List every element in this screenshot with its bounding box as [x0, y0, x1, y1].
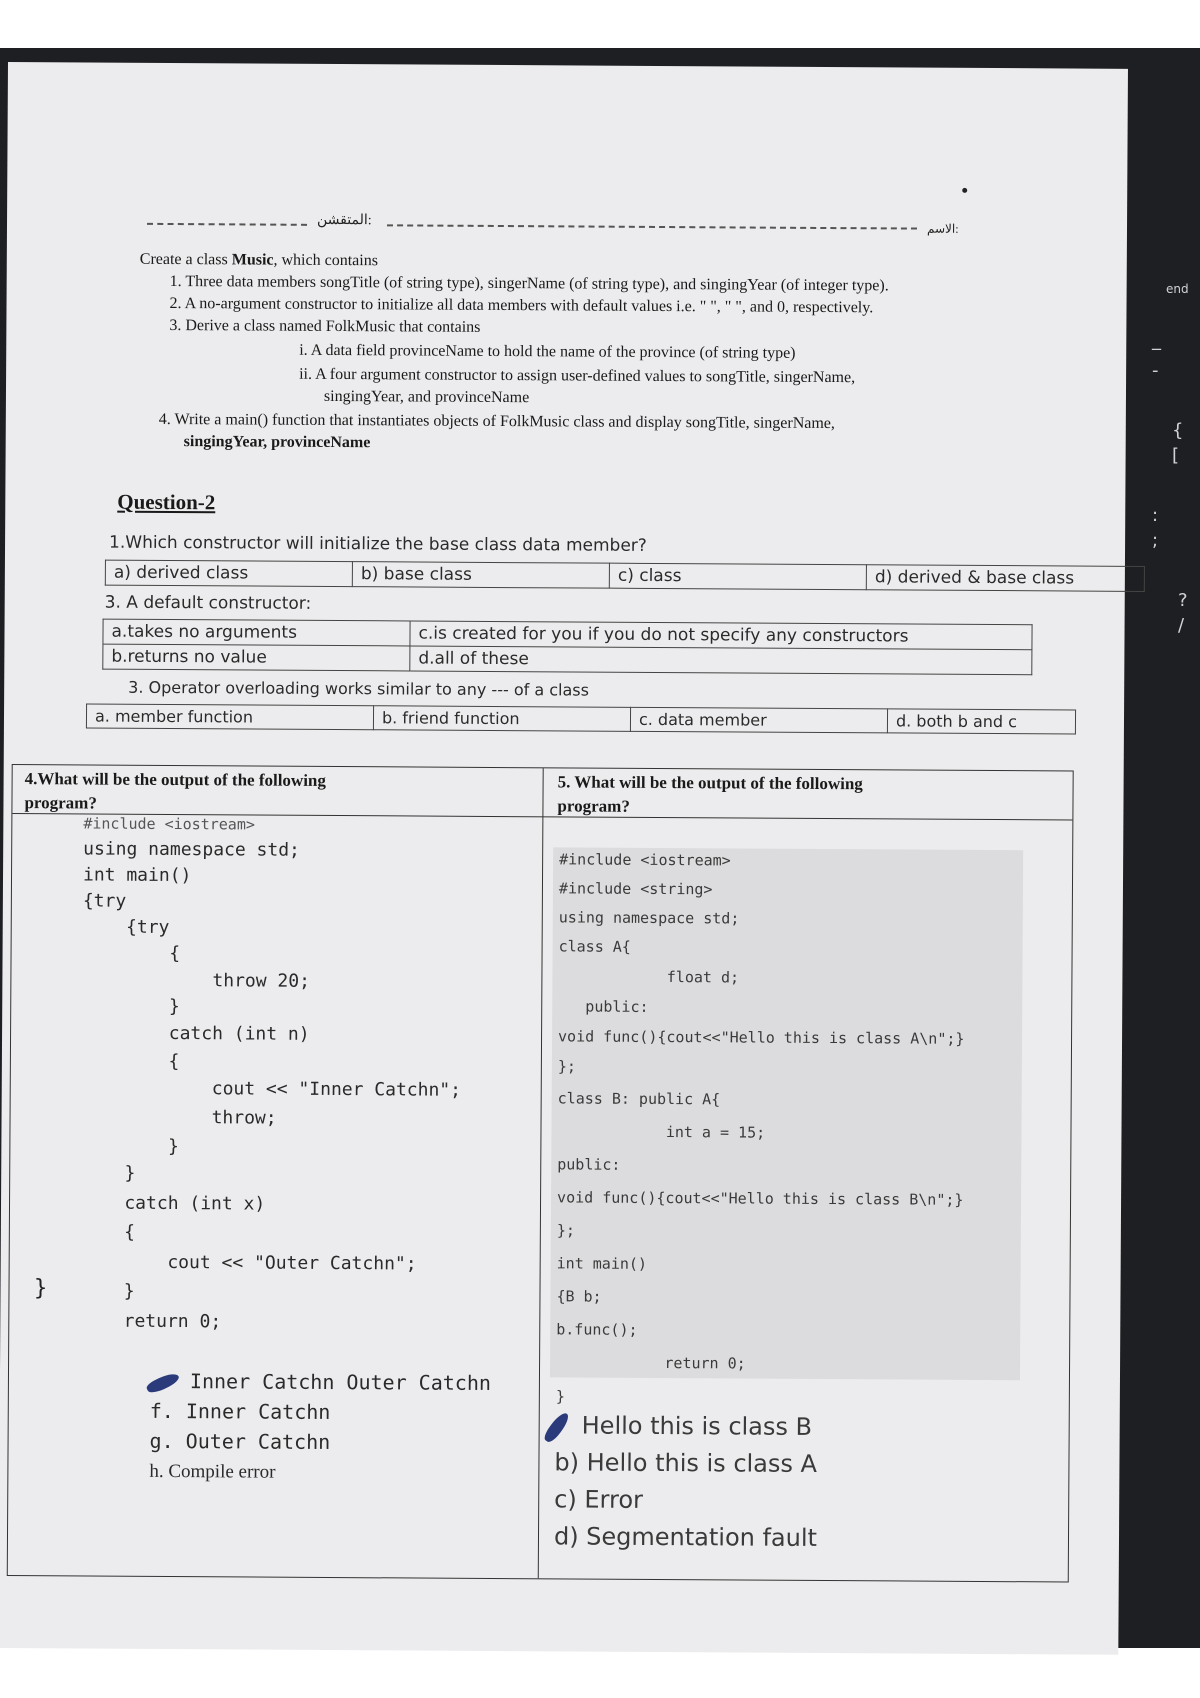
q1-item-1: 1. Three data members songTitle (of string type), singerName (of string type), and singingYear (of integer type). — [169, 272, 889, 295]
q1-item-4: 4. Write a main() function that instantiates objects of FolkMusic class and display songTitle, singerName, — [158, 410, 835, 433]
q4-title-line2: program? — [24, 793, 97, 813]
mcq-1-text: 1.Which constructor will initialize the base class data member? — [109, 532, 647, 556]
code-line: {try — [82, 916, 170, 939]
code-line: int main() — [556, 1254, 648, 1273]
key-semicolon: ; — [1152, 530, 1159, 551]
code-line: } — [80, 1280, 135, 1302]
code-line: } — [81, 1162, 136, 1184]
code-line: cout << "Outer Catchn"; — [80, 1251, 417, 1275]
dashed-line — [387, 224, 917, 229]
q5-title-line2: program? — [557, 796, 630, 816]
key-minus: - — [1152, 360, 1159, 381]
field-label-a: المتقشن: — [316, 212, 372, 229]
mcq-2-text: 3. A default constructor: — [104, 592, 312, 614]
code-line: #include <iostream> — [83, 814, 255, 834]
mcq-3-text: 3. Operator overloading works similar to any --- of a class — [128, 677, 590, 700]
q4-title — [24, 767, 326, 817]
code-line: void func(){cout<<"Hello this is class A\n";} — [558, 1027, 965, 1048]
code-line: } — [81, 1135, 179, 1158]
code-line: cout << "Inner Catchn"; — [81, 1077, 462, 1101]
q1-item-3: 3. Derive a class named FolkMusic that contains — [169, 316, 481, 336]
mcq-1-option-c: c) class — [609, 563, 866, 590]
mcq-1-option-d: d) derived & base class — [866, 565, 1144, 592]
code-line: class A{ — [558, 937, 631, 956]
q5-answer-b: b) Hello this is class A — [554, 1448, 818, 1478]
code-line: } — [555, 1387, 565, 1406]
q1-subitem-ii-cont: singingYear, and provinceName — [323, 387, 530, 407]
name-fields — [147, 213, 967, 240]
code-line: catch (int x) — [80, 1192, 266, 1215]
code-line: void func(){cout<<"Hello this is class B\n";} — [557, 1188, 964, 1209]
code-line: #include <iostream> — [559, 850, 731, 870]
key-end: end — [1166, 282, 1189, 296]
outer-closing-brace: } — [34, 1276, 48, 1301]
code-line: class B: public A{ — [557, 1089, 721, 1109]
mcq-3-options — [86, 703, 1076, 734]
mcq-2-option-c: c.is created for you if you do not specify any constructors — [410, 621, 1032, 650]
mcq-2-option-d: d.all of these — [410, 646, 1032, 675]
code-line: }; — [556, 1221, 575, 1240]
key-colon: : — [1152, 505, 1159, 526]
key-slash: / — [1178, 615, 1185, 636]
code-line: throw; — [81, 1106, 277, 1129]
code-line: using namespace std; — [83, 838, 301, 861]
code-line: public: — [558, 997, 649, 1016]
intro-class-name: Music — [231, 251, 274, 269]
q5-title-line1: 5. What will be the output of the following — [557, 772, 863, 794]
intro-end: , which contains — [273, 251, 379, 270]
q4-title-line1: 4.What will be the output of the following — [24, 769, 326, 790]
code-line: {B b; — [556, 1287, 602, 1306]
q5-code-background — [550, 847, 1023, 1380]
mcq-3-option-b: b. friend function — [373, 706, 630, 732]
dashed-line — [147, 223, 307, 226]
field-label-b: الاسم: — [926, 221, 959, 236]
ink-dot — [962, 188, 967, 193]
q5-answer-c: c) Error — [554, 1485, 644, 1514]
mcq-3-option-d: d. both b and c — [887, 709, 1075, 734]
mcq-1-option-a: a) derived class — [105, 560, 352, 587]
code-line: int a = 15; — [557, 1122, 766, 1142]
q5-answer-a: Hello this is class B — [581, 1411, 813, 1441]
q5-title — [557, 770, 863, 820]
mcq-3-option-a: a. member function — [86, 704, 373, 730]
code-line: { — [82, 942, 181, 965]
mcq-1-options — [105, 560, 1145, 592]
q1-subitem-i: i. A data field provinceName to hold the name of the province (of string type) — [299, 341, 796, 362]
q1-item-2: 2. A no-argument constructor to initialize all data members with default values i.e. " ", " ", and 0, respectively. — [169, 294, 874, 317]
code-line: public: — [557, 1155, 621, 1174]
q5-answer-d: d) Segmentation fault — [553, 1522, 818, 1552]
q4-answer-e: Inner Catchn Outer Catchn — [189, 1369, 492, 1395]
q4-answer-h: h. Compile error — [149, 1460, 276, 1483]
code-line: using namespace std; — [558, 908, 740, 928]
key-question: ? — [1178, 590, 1188, 611]
q4-answer-g: g. Outer Catchn — [149, 1428, 331, 1454]
code-line: b.func(); — [556, 1320, 638, 1339]
key-bracket: [ — [1172, 445, 1180, 466]
mcq-2-options — [102, 619, 1032, 676]
code-line: } — [82, 995, 180, 1018]
code-line: { — [81, 1050, 180, 1073]
question-2-title: Question-2 — [117, 489, 216, 515]
code-line: return 0; — [556, 1353, 746, 1373]
mcq-2-option-a: a.takes no arguments — [103, 619, 410, 646]
mcq-2-option-b: b.returns no value — [103, 644, 410, 671]
column-divider — [538, 768, 544, 1578]
code-line: int main() — [82, 864, 192, 887]
q1-subitem-ii: ii. A four argument constructor to assign user-defined values to songTitle, singerName, — [299, 365, 856, 387]
code-line: {try — [82, 890, 127, 912]
code-line: }; — [557, 1057, 576, 1076]
intro-text: Create a class — [139, 250, 232, 269]
mcq-3-option-c: c. data member — [630, 707, 887, 733]
q1-item-4-cont: singingYear, provinceName — [183, 433, 371, 452]
code-line: #include <string> — [558, 879, 713, 899]
key-underscore: _ — [1152, 330, 1161, 351]
exam-paper — [0, 62, 1128, 1655]
code-line: throw 20; — [82, 969, 311, 992]
code-line: float d; — [558, 967, 740, 987]
mcq-1-option-b: b) base class — [352, 562, 609, 589]
key-brace: { — [1172, 420, 1184, 441]
question-1 — [139, 249, 1120, 452]
code-line: catch (int n) — [82, 1022, 310, 1045]
q4-answer-f: f. Inner Catchn — [149, 1398, 331, 1424]
keyboard-keys — [1122, 230, 1200, 690]
code-line: { — [80, 1221, 136, 1243]
code-line: return 0; — [80, 1310, 222, 1333]
q1-intro — [140, 249, 378, 272]
